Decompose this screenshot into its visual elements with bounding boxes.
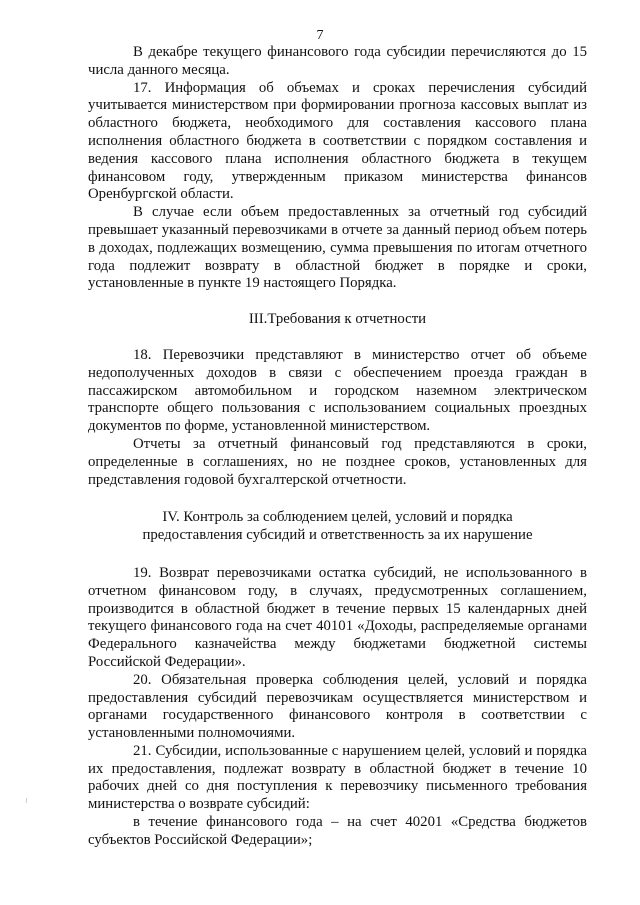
scan-artifact	[26, 798, 27, 803]
document-body	[88, 44, 587, 850]
paragraph-item-20: 20. Обязательная проверка соблюдения целей, условий и порядка предоставления субсидий перевозчикам осуществляется министерством и органами государственного финансового контроля в соответствии с установленными полномочиями.	[88, 671, 587, 742]
paragraph: В декабре текущего финансового года субсидии перечисляются до 15 числа данного месяца.	[88, 44, 587, 78]
page-number: 7	[316, 28, 324, 43]
paragraph-item-21: 21. Субсидии, использованные с нарушением целей, условий и порядка их предоставления, подлежат возврату в областной бюджет в течение 10 рабочих дней со дня поступления к перевозчику письменного требования министерства о возврате субсидий:	[88, 742, 587, 813]
paragraph-item-19: 19. Возврат перевозчиками остатка субсидий, не использованного в отчетном финансовом году, в случаях, предусмотренных соглашением, производится в областной бюджет в течение первых 15 календарных дней текущего финансового года на счет 40101 «Доходы, распределяемые органами Федерального казначейства между бюджетами бюджетной системы Российской Федерации».	[88, 564, 587, 670]
section-heading-line: предоставления субсидий и ответственность за их нарушение	[142, 527, 533, 544]
paragraph: Отчеты за отчетный финансовый год представляются в сроки, определенные в соглашениях, но не позднее сроков, установленных для представления годовой бухгалтерской отчетности.	[88, 435, 587, 488]
paragraph-item-17: 17. Информация об объемах и сроках перечисления субсидий учитывается министерством при формировании прогноза кассовых выплат из областного бюджета, необходимого для составления кассового плана исполнения областного бюджета в соответствии с порядком составления и ведения кассового плана исполнения областного бюджета в текущем финансовом году, утвержденным приказом министерства финансов Оренбургской области.	[88, 79, 587, 203]
section-heading-requirements: III.Требования к отчетности	[248, 311, 427, 328]
section-heading-control	[88, 509, 587, 545]
section-heading-line: IV. Контроль за соблюдением целей, условий и порядка	[162, 509, 513, 526]
paragraph-item-18: 18. Перевозчики представляют в министерство отчет об объеме недополученных доходов в связи с обеспечением проезда граждан в пассажирском автомобильном и городском наземном электрическом транспорте общего пользования с использованием социальных проездных документов по форме, установленной министерством.	[88, 346, 587, 435]
paragraph: в течение финансового года – на счет 40201 «Средства бюджетов субъектов Российской Федерации»;	[88, 814, 587, 848]
paragraph: В случае если объем предоставленных за отчетный год субсидий превышает указанный перевозчиками в отчете за данный период объем потерь в доходах, подлежащих возмещению, сумма превышения по итогам отчетного года подлежит возврату в областной бюджет в порядке и сроки, установленные в пункте 19 настоящего Порядка.	[88, 204, 587, 292]
